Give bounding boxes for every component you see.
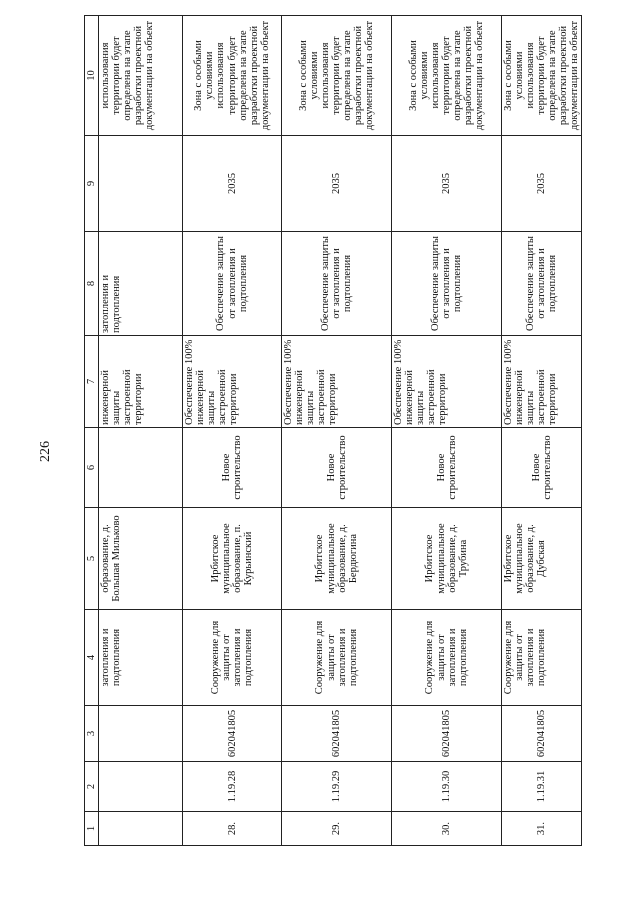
col-header: 4: [85, 610, 99, 706]
cell-zone: использования территории будет определена на этапе разработки проектной документации на объект: [99, 16, 183, 136]
table-row: [392, 16, 502, 846]
rotated-table-container: [84, 16, 581, 846]
col-header: 8: [85, 232, 99, 336]
cell-zone: Зона с особыми условиями использования территории будет определена на этапе разработки проектной документации на объект: [183, 16, 282, 136]
col-header: 2: [85, 762, 99, 812]
col-header: 7: [85, 336, 99, 428]
cell-deadline: 2035: [183, 136, 282, 232]
cell-number: 30.: [392, 812, 502, 846]
col-header: 1: [85, 812, 99, 846]
cell-code: [99, 762, 183, 812]
col-header: 5: [85, 508, 99, 610]
cell-code: 1.19.30: [392, 762, 502, 812]
objects-table: [84, 15, 582, 846]
table-header-row: [85, 16, 99, 846]
col-header: 6: [85, 428, 99, 508]
cell-location: Ирбитское муниципальное образование, д. Бердюгина: [282, 508, 392, 610]
cell-characteristics: Обеспечение 100% инженерной защиты застроенной территории: [502, 336, 582, 428]
page-number: 226: [38, 441, 53, 462]
cell-zone: Зона с особыми условиями использования территории будет определена на этапе разработки проектной документации на объект: [502, 16, 582, 136]
cell-classifier: 602041805: [183, 706, 282, 762]
cell-status: Новое строительство: [282, 428, 392, 508]
cell-purpose: затопления и подтопления: [99, 232, 183, 336]
cell-status: Новое строительство: [183, 428, 282, 508]
cell-location: Ирбитское муниципальное образование, п. Курьинский: [183, 508, 282, 610]
cell-object-name: Сооружение для защиты от затопления и подтопления: [183, 610, 282, 706]
cell-number: [99, 812, 183, 846]
cell-location: Ирбитское муниципальное образование, д. Дубская: [502, 508, 582, 610]
col-header: 3: [85, 706, 99, 762]
cell-status: Новое строительство: [392, 428, 502, 508]
cell-status: Новое строительство: [502, 428, 582, 508]
cell-status: [99, 428, 183, 508]
cell-characteristics: Обеспечение 100% инженерной защиты застроенной территории: [282, 336, 392, 428]
cell-code: 1.19.28: [183, 762, 282, 812]
cell-characteristics: Обеспечение 100% инженерной защиты застроенной территории: [392, 336, 502, 428]
cell-number: 28.: [183, 812, 282, 846]
col-header: 9: [85, 136, 99, 232]
cell-zone: Зона с особыми условиями использования территории будет определена на этапе разработки проектной документации на объект: [392, 16, 502, 136]
table-row: [99, 16, 183, 846]
cell-object-name: Сооружение для защиты от затопления и подтопления: [282, 610, 392, 706]
table-row: [502, 16, 582, 846]
cell-deadline: 2035: [282, 136, 392, 232]
table-row: [282, 16, 392, 846]
table-row: [183, 16, 282, 846]
cell-classifier: [99, 706, 183, 762]
cell-classifier: 602041805: [282, 706, 392, 762]
cell-purpose: Обеспечение защиты от затопления и подтопления: [392, 232, 502, 336]
cell-purpose: Обеспечение защиты от затопления и подтопления: [282, 232, 392, 336]
cell-characteristics: Обеспечение 100% инженерной защиты застроенной территории: [183, 336, 282, 428]
cell-location: образование, д. Большая Мильково: [99, 508, 183, 610]
cell-deadline: 2035: [502, 136, 582, 232]
cell-number: 31.: [502, 812, 582, 846]
cell-code: 1.19.31: [502, 762, 582, 812]
cell-characteristics: инженерной защиты застроенной территории: [99, 336, 183, 428]
cell-classifier: 602041805: [502, 706, 582, 762]
cell-deadline: 2035: [392, 136, 502, 232]
cell-zone: Зона с особыми условиями использования территории будет определена на этапе разработки проектной документации на объект: [282, 16, 392, 136]
cell-purpose: Обеспечение защиты от затопления и подтопления: [183, 232, 282, 336]
cell-location: Ирбитское муниципальное образование, д. Трубина: [392, 508, 502, 610]
cell-number: 29.: [282, 812, 392, 846]
cell-purpose: Обеспечение защиты от затопления и подтопления: [502, 232, 582, 336]
table-frame: [84, 16, 581, 846]
cell-classifier: 602041805: [392, 706, 502, 762]
cell-object-name: затопления и подтопления: [99, 610, 183, 706]
col-header: 10: [85, 16, 99, 136]
cell-code: 1.19.29: [282, 762, 392, 812]
cell-object-name: Сооружение для защиты от затопления и подтопления: [502, 610, 582, 706]
cell-deadline: [99, 136, 183, 232]
cell-object-name: Сооружение для защиты от затопления и подтопления: [392, 610, 502, 706]
